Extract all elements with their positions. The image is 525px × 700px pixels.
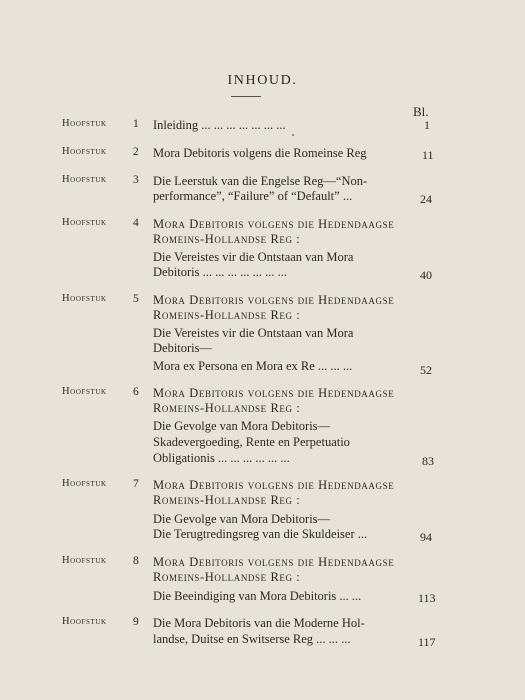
chapter-number: 4 bbox=[133, 217, 139, 229]
entry-line: Debitoris ... ... ... ... ... ... ... bbox=[153, 265, 288, 279]
heading-rule bbox=[231, 96, 261, 97]
chapter-number: 2 bbox=[133, 146, 139, 158]
chapter-label: Hoofstuk bbox=[62, 118, 107, 129]
page-number: 52 bbox=[420, 363, 432, 377]
page-number: 40 bbox=[420, 268, 432, 282]
entry-line: Die Leerstuk van die Engelse Reg—“Non- bbox=[153, 174, 368, 188]
chapter-label: Hoofstuk bbox=[62, 146, 107, 157]
chapter-label: Hoofstuk bbox=[62, 616, 107, 627]
entry-line: Die Mora Debitoris van die Moderne Hol- bbox=[153, 616, 365, 630]
entry-line: Romeins-Hollandse Reg : bbox=[153, 570, 301, 584]
entry-line: Die Gevolge van Mora Debitoris— bbox=[153, 512, 331, 526]
chapter-number: 8 bbox=[133, 555, 139, 567]
entry-line: Mora Debitoris volgens die Romeinse Reg bbox=[153, 146, 367, 160]
chapter-number: 1 bbox=[133, 118, 139, 130]
page-number: 94 bbox=[420, 530, 432, 544]
entry-line: Debitoris— bbox=[153, 341, 213, 355]
entry-line: Die Gevolge van Mora Debitoris— bbox=[153, 419, 331, 433]
entry-line: Die Vereistes vir die Ontstaan van Mora bbox=[153, 250, 354, 264]
entry-line: performance”, “Failure” of “Default” ... bbox=[153, 189, 353, 203]
chapter-label: Hoofstuk bbox=[62, 217, 107, 228]
entry-line: Mora ex Persona en Mora ex Re ... ... ... bbox=[153, 359, 353, 373]
chapter-number: 7 bbox=[133, 478, 139, 490]
entry-line: Die Terugtredingsreg van die Skuldeiser ... bbox=[153, 527, 368, 541]
chapter-number: 5 bbox=[133, 293, 139, 305]
contents-heading: INHOUD. bbox=[227, 73, 298, 88]
entry-line: Skadevergoeding, Rente en Perpetuatio bbox=[153, 435, 350, 449]
entry-line: Die Vereistes vir die Ontstaan van Mora bbox=[153, 326, 354, 340]
chapter-label: Hoofstuk bbox=[62, 386, 107, 397]
entry-line: Mora Debitoris volgens die Hedendaagse bbox=[153, 386, 395, 400]
entry-line: Inleiding ... ... ... ... ... ... ... bbox=[153, 118, 286, 132]
entry-line: Mora Debitoris volgens die Hedendaagse bbox=[153, 555, 395, 569]
page-number: 1 bbox=[424, 118, 430, 132]
chapter-number: 3 bbox=[133, 174, 139, 186]
chapter-number: 9 bbox=[133, 616, 139, 628]
entry-line: Mora Debitoris volgens die Hedendaagse bbox=[153, 293, 395, 307]
chapter-label: Hoofstuk bbox=[62, 174, 107, 185]
chapter-label: Hoofstuk bbox=[62, 293, 107, 304]
entry-line: landse, Duitse en Switserse Reg ... ... ... bbox=[153, 632, 351, 646]
page-number: 11 bbox=[422, 148, 434, 162]
entry-line: Die Beeindiging van Mora Debitoris ... ... bbox=[153, 589, 362, 603]
entry-line: Romeins-Hollandse Reg : bbox=[153, 493, 301, 507]
page-number: 83 bbox=[422, 454, 434, 468]
entry-line: Romeins-Hollandse Reg : bbox=[153, 232, 301, 246]
entry-line: Mora Debitoris volgens die Hedendaagse bbox=[153, 217, 395, 231]
page-number: 24 bbox=[420, 192, 432, 206]
chapter-label: Hoofstuk bbox=[62, 478, 107, 489]
entry-line: Romeins-Hollandse Reg : bbox=[153, 401, 301, 415]
paper-speck bbox=[292, 134, 294, 136]
entry-line: Obligationis ... ... ... ... ... ... bbox=[153, 451, 290, 465]
page-number: 113 bbox=[418, 591, 436, 605]
entry-line: Romeins-Hollandse Reg : bbox=[153, 308, 301, 322]
page-column-label: Bl. bbox=[413, 104, 429, 119]
chapter-label: Hoofstuk bbox=[62, 555, 107, 566]
chapter-number: 6 bbox=[133, 386, 139, 398]
entry-line: Mora Debitoris volgens die Hedendaagse bbox=[153, 478, 395, 492]
page-number: 117 bbox=[418, 635, 436, 649]
